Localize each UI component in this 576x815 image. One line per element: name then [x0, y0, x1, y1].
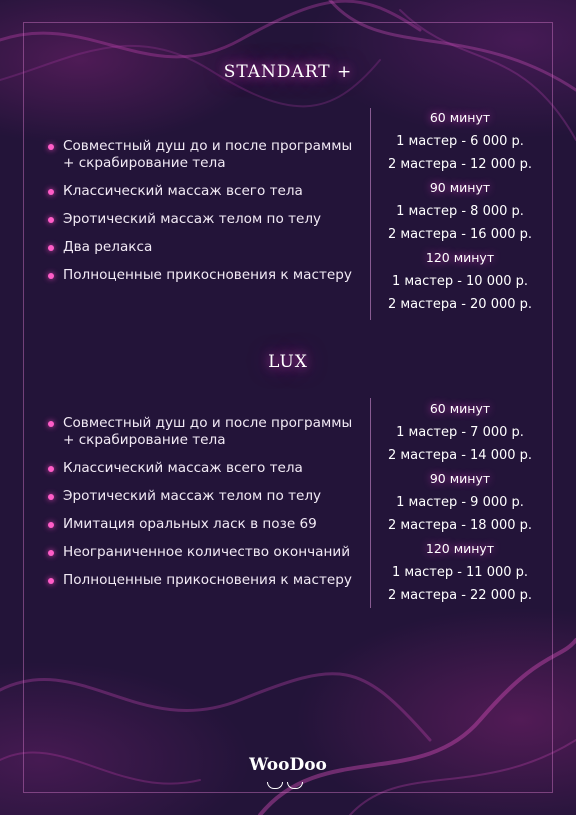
feature-item: Неограниченное количество окончаний [48, 544, 363, 561]
duration-label: 120 минут [425, 541, 495, 556]
duration-label: 60 минут [429, 110, 491, 125]
brand-logo [0, 755, 576, 775]
bullet-icon [48, 466, 54, 472]
price-two-masters: 2 мастера - 16 000 р. [387, 227, 533, 242]
feature-item: Совместный душ до и после программы + скрабирование тела [48, 415, 363, 449]
feature-item: Полноценные прикосновения к мастеру [48, 572, 363, 589]
bullet-icon [48, 189, 54, 195]
section-title-standart: STANDART + [223, 62, 353, 82]
price-list-lux [375, 397, 545, 607]
feature-item: Эротический массаж телом по телу [48, 211, 363, 228]
feature-item: Классический массаж всего тела [48, 460, 363, 477]
price-one-master: 1 мастер - 9 000 р. [396, 495, 524, 510]
feature-item: Два релакса [48, 239, 363, 256]
feature-list-lux [48, 415, 363, 589]
feature-item: Совместный душ до и после программы + скрабирование тела [48, 138, 363, 172]
price-two-masters: 2 мастера - 14 000 р. [387, 448, 533, 463]
bullet-icon [48, 578, 54, 584]
price-one-master: 1 мастер - 11 000 р. [391, 565, 529, 580]
duration-label: 120 минут [425, 250, 495, 265]
bullet-icon [48, 217, 54, 223]
price-one-master: 1 мастер - 6 000 р. [396, 134, 524, 149]
duration-label: 90 минут [429, 471, 491, 486]
bullet-icon [48, 144, 54, 150]
feature-item: Полноценные прикосновения к мастеру [48, 267, 363, 284]
price-two-masters: 2 мастера - 12 000 р. [387, 157, 533, 172]
duration-label: 60 минут [429, 401, 491, 416]
bullet-icon [48, 494, 54, 500]
feature-item: Эротический массаж телом по телу [48, 488, 363, 505]
bullet-icon [48, 245, 54, 251]
bullet-icon [48, 550, 54, 556]
price-two-masters: 2 мастера - 18 000 р. [387, 518, 533, 533]
price-one-master: 1 мастер - 10 000 р. [391, 274, 529, 289]
section-title-lux: LUX [268, 352, 308, 372]
logo-text: WooDoo [249, 755, 327, 775]
price-one-master: 1 мастер - 7 000 р. [396, 425, 524, 440]
feature-item: Классический массаж всего тела [48, 183, 363, 200]
feature-list-standart [48, 138, 363, 284]
duration-label: 90 минут [429, 180, 491, 195]
divider-standart [370, 108, 371, 320]
divider-lux [370, 398, 371, 608]
price-one-master: 1 мастер - 8 000 р. [396, 204, 524, 219]
feature-item: Имитация оральных ласк в позе 69 [48, 516, 363, 533]
price-list-standart [375, 106, 545, 316]
price-two-masters: 2 мастера - 22 000 р. [387, 588, 533, 603]
price-two-masters: 2 мастера - 20 000 р. [387, 297, 533, 312]
bullet-icon [48, 273, 54, 279]
bullet-icon [48, 421, 54, 427]
logo-rings-icon [255, 774, 315, 794]
bullet-icon [48, 522, 54, 528]
